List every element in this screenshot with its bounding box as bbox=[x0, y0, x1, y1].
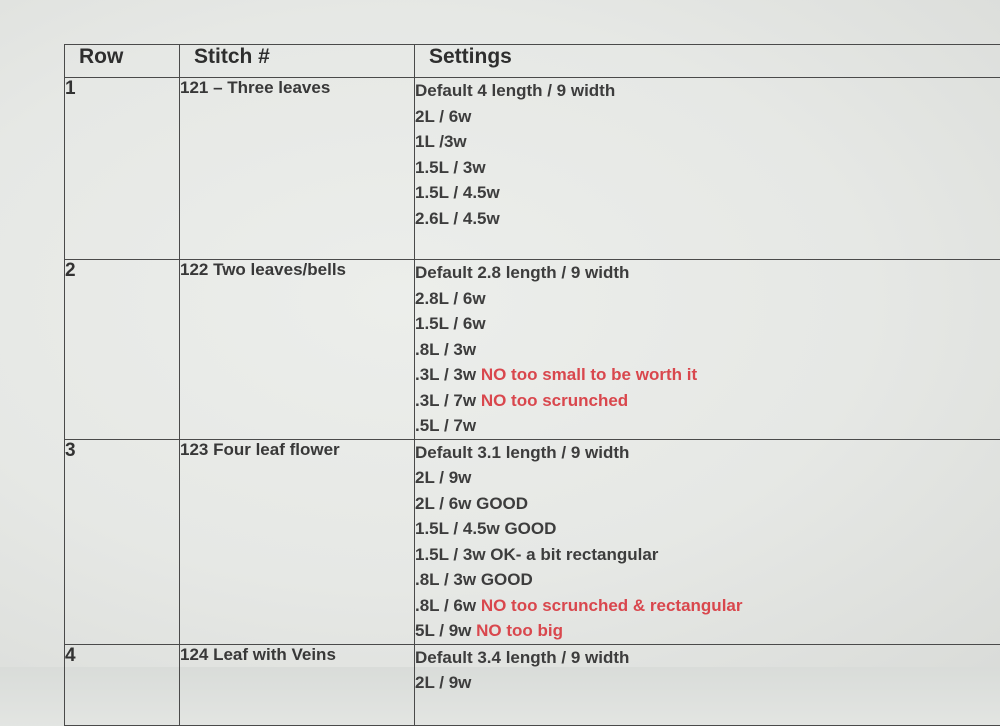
setting-line bbox=[415, 567, 1000, 593]
setting-note-rejected: NO too scrunched bbox=[481, 391, 628, 410]
settings-cell bbox=[415, 644, 1000, 725]
setting-line bbox=[415, 206, 1000, 232]
setting-text: 1.5L / 4.5w bbox=[415, 183, 500, 202]
setting-line bbox=[415, 180, 1000, 206]
setting-text: 2.6L / 4.5w bbox=[415, 209, 500, 228]
settings-cell bbox=[415, 260, 1000, 440]
setting-line bbox=[415, 618, 1000, 644]
setting-line bbox=[415, 286, 1000, 312]
row-number: 4 bbox=[65, 644, 180, 725]
setting-text: 5L / 9w bbox=[415, 621, 476, 640]
setting-line bbox=[415, 593, 1000, 619]
row-number: 3 bbox=[65, 439, 180, 644]
row-number: 2 bbox=[65, 260, 180, 440]
setting-text: .3L / 3w bbox=[415, 365, 481, 384]
setting-text: 1.5L / 6w bbox=[415, 314, 486, 333]
setting-line bbox=[415, 129, 1000, 155]
table-row bbox=[65, 644, 1000, 725]
setting-line bbox=[415, 362, 1000, 388]
setting-line bbox=[415, 491, 1000, 517]
setting-text: 1.5L / 3w OK- a bit rectangular bbox=[415, 545, 658, 564]
setting-text: 2L / 9w bbox=[415, 673, 471, 692]
setting-text: .5L / 7w bbox=[415, 416, 476, 435]
row-number: 1 bbox=[65, 78, 180, 260]
header-row: Row bbox=[65, 45, 180, 78]
setting-text: .3L / 7w bbox=[415, 391, 481, 410]
setting-line bbox=[415, 337, 1000, 363]
setting-text: .8L / 6w bbox=[415, 596, 481, 615]
stitch-name: 123 Four leaf flower bbox=[180, 439, 415, 644]
setting-line bbox=[415, 542, 1000, 568]
stitch-name: 124 Leaf with Veins bbox=[180, 644, 415, 725]
setting-text: Default 4 length / 9 width bbox=[415, 81, 615, 100]
stitch-name: 121 – Three leaves bbox=[180, 78, 415, 260]
setting-line bbox=[415, 155, 1000, 181]
stitch-name: 122 Two leaves/bells bbox=[180, 260, 415, 440]
setting-text: .8L / 3w bbox=[415, 340, 476, 359]
setting-line bbox=[415, 388, 1000, 414]
table-header-row bbox=[65, 45, 1000, 78]
setting-text: Default 2.8 length / 9 width bbox=[415, 263, 629, 282]
setting-note-rejected: NO too small to be worth it bbox=[481, 365, 697, 384]
setting-line bbox=[415, 311, 1000, 337]
setting-text: Default 3.4 length / 9 width bbox=[415, 648, 629, 667]
setting-text: Default 3.1 length / 9 width bbox=[415, 443, 629, 462]
settings-cell bbox=[415, 78, 1000, 260]
settings-cell bbox=[415, 439, 1000, 644]
setting-note-rejected: NO too scrunched & rectangular bbox=[481, 596, 743, 615]
setting-line bbox=[415, 78, 1000, 104]
setting-line bbox=[415, 670, 1000, 696]
setting-line bbox=[415, 104, 1000, 130]
setting-line bbox=[415, 645, 1000, 671]
header-stitch: Stitch # bbox=[180, 45, 415, 78]
setting-line bbox=[415, 516, 1000, 542]
setting-text: 2.8L / 6w bbox=[415, 289, 486, 308]
setting-text: 1.5L / 4.5w GOOD bbox=[415, 519, 556, 538]
stitch-settings-table bbox=[64, 44, 1000, 726]
header-settings: Settings bbox=[415, 45, 1000, 78]
setting-text: .8L / 3w GOOD bbox=[415, 570, 533, 589]
setting-text: 1L /3w bbox=[415, 132, 467, 151]
table-row bbox=[65, 78, 1000, 260]
setting-text: 2L / 9w bbox=[415, 468, 471, 487]
setting-note-rejected: NO too big bbox=[476, 621, 563, 640]
setting-text: 2L / 6w GOOD bbox=[415, 494, 528, 513]
setting-text: 2L / 6w bbox=[415, 107, 471, 126]
setting-line bbox=[415, 260, 1000, 286]
setting-line bbox=[415, 413, 1000, 439]
table-row bbox=[65, 260, 1000, 440]
setting-line bbox=[415, 440, 1000, 466]
table-row bbox=[65, 439, 1000, 644]
setting-line bbox=[415, 465, 1000, 491]
setting-text: 1.5L / 3w bbox=[415, 158, 486, 177]
